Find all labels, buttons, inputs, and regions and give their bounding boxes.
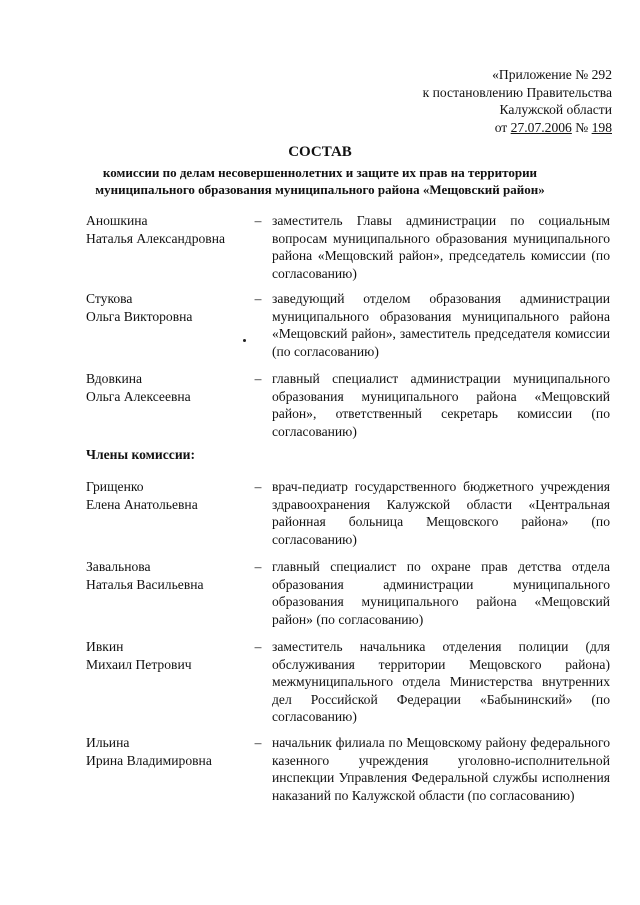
member-given-name: Елена Анатольевна	[86, 496, 198, 512]
member-given-name: Михаил Петрович	[86, 656, 192, 672]
member-given-name: Наталья Александровна	[86, 230, 226, 246]
members-heading: Члены комиссии:	[86, 447, 196, 462]
member-surname: Ивкин	[86, 639, 124, 654]
member-description: начальник филиала по Мещовскому району федерального казенного учреждения уголовно-исполнительной инспекции Управления Федеральной службы исполнения наказаний по Калужской области (по согласованию)	[272, 735, 610, 803]
member-name	[86, 478, 244, 513]
member-name	[86, 212, 244, 247]
member-given-name: Ольга Алексеевна	[86, 388, 191, 404]
dash-separator: –	[254, 291, 262, 306]
dash-separator: –	[254, 735, 262, 750]
member-name	[86, 734, 244, 769]
member-surname: Грищенко	[86, 479, 144, 494]
page-title: СОСТАВ	[288, 144, 352, 160]
appendix-number-sign: №	[571, 119, 592, 135]
member-surname: Стукова	[86, 291, 133, 306]
appendix-line-1: «Приложение № 292	[492, 67, 612, 82]
appendix-line-3: Калужской области	[499, 102, 612, 117]
dash-separator: –	[254, 559, 262, 574]
member-description: заместитель Главы администрации по социальным вопросам муниципального образования муниципального района «Мещовский район», председатель комиссии (по согласованию)	[272, 213, 610, 281]
member-name	[86, 638, 244, 673]
dash-separator: –	[254, 213, 262, 228]
scan-speck	[243, 339, 246, 342]
appendix-header	[312, 66, 612, 136]
appendix-line-4	[312, 119, 612, 137]
member-surname: Завальнова	[86, 559, 151, 574]
title-subtitle-line-2: муниципального образования муниципального района «Мещовский район»	[95, 182, 545, 197]
member-description: заместитель начальника отделения полиции (для обслуживания территории Мещовского района) межмуниципального отдела Министерства внутренних дел Российской Федерации «Бабынинский» (по согласованию)	[272, 639, 610, 724]
member-name	[86, 370, 244, 405]
appendix-date: 27.07.2006	[510, 119, 572, 135]
member-surname: Вдовкина	[86, 371, 143, 386]
member-description: главный специалист по охране прав детства отдела образования администрации муниципального образования муниципального района «Мещовский район» (по согласованию)	[272, 559, 610, 627]
member-description: врач-педиатр государственного бюджетного учреждения здравоохранения Калужской области «Центральная районная больница Мещовского района» (по согласованию)	[272, 479, 610, 547]
title-block	[60, 142, 580, 198]
dash-separator: –	[254, 639, 262, 654]
appendix-date-prefix: от	[494, 119, 511, 135]
member-description: заведующий отделом образования администрации муниципального образования муниципального района «Мещовский район», заместитель председателя комиссии (по согласованию)	[272, 291, 610, 359]
dash-separator: –	[254, 479, 262, 494]
appendix-line-2: к постановлению Правительства	[422, 84, 612, 100]
member-given-name: Наталья Васильевна	[86, 576, 204, 592]
member-given-name: Ирина Владимировна	[86, 752, 212, 768]
title-subtitle-line-1: комиссии по делам несовершеннолетних и защите их прав на территории	[102, 165, 538, 180]
member-given-name: Ольга Викторовна	[86, 308, 193, 324]
member-name	[86, 558, 244, 593]
member-name	[86, 290, 244, 325]
member-surname: Аношкина	[86, 213, 148, 228]
member-surname: Ильина	[86, 735, 130, 750]
member-description: главный специалист администрации муниципального образования муниципального района «Мещовский район», ответственный секретарь комиссии (по согласованию)	[272, 371, 610, 439]
appendix-number: 198	[591, 119, 612, 135]
dash-separator: –	[254, 371, 262, 386]
